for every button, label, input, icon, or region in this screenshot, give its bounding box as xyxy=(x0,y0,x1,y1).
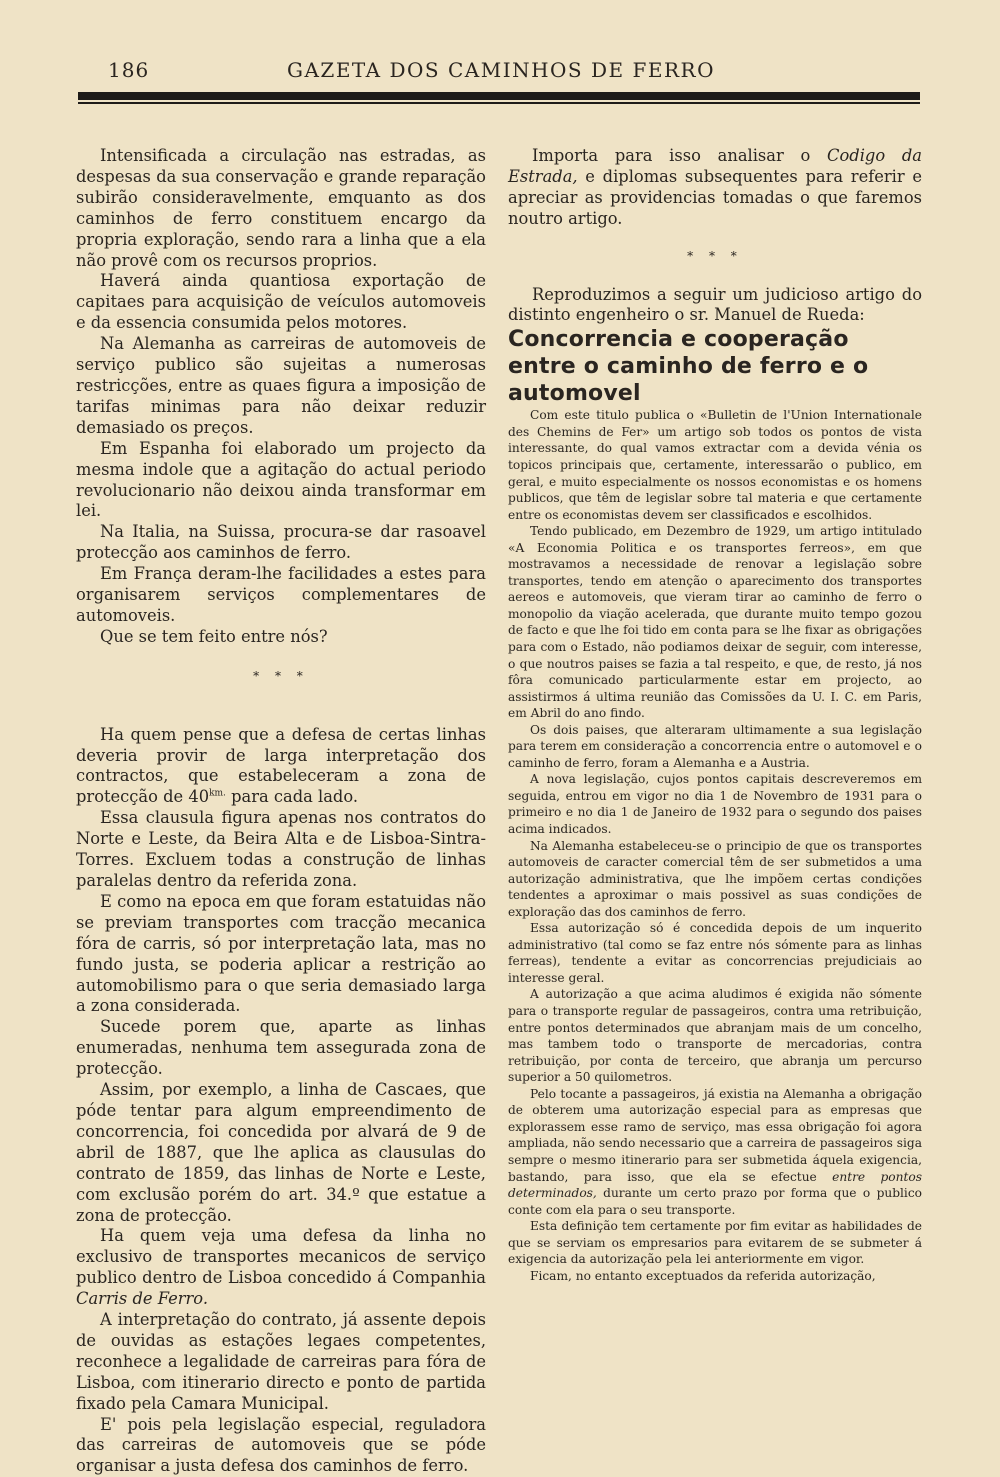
article-paragraph: Ficam, no entanto exceptuados da referida autorização, xyxy=(530,1268,876,1283)
paragraph: Assim, por exemplo, a linha de Cascaes, que póde tentar para algum empreendimento de concorrencia, foi concedida por alvará de 9 de abril de 1887, que lhe aplica as clausulas do contrato de 1859, das linhas de Norte e Leste, com exclusão porém do art. 34.º que estatue a zona de protecção. xyxy=(76,1080,486,1225)
superscript-unit: km. xyxy=(209,788,226,799)
article-paragraph: Tendo publicado, em Dezembro de 1929, um artigo intitulado «A Economia Politica e os transportes ferreos», em que mostravamos a necessidade de renovar a legislação sobre transportes, tendo em atenção o aparecimento dos transportes aereos e automoveis, que vieram tirar ao caminho de ferro o monopolio da viação acelerada, que durante muito tempo gozou de facto e que lhe foi tido em conta para se lhe fixar as obrigações para com o Estado, não podiamos deixar de seguir, com interesse, o que noutros paises se fazia a tal respeito, e que, de resto, já nos fôra comunicado particularmente estar em projecto, ao assistirmos á ultima reunião das Comissões da U. I. C. em Paris, em Abril do ano findo. xyxy=(508,524,922,721)
section-separator: * * * xyxy=(253,668,309,683)
article-body xyxy=(508,407,922,1284)
paragraph: E' pois pela legislação especial, reguladora das carreiras de automoveis que se póde organisar a justa defesa dos caminhos de ferro. xyxy=(76,1414,486,1476)
paragraph: Essa clausula figura apenas nos contratos do Norte e Leste, da Beira Alta e de Lisboa-Sintra-Torres. Excluem todas a construção de linhas paralelas dentro da referida zona. xyxy=(76,808,486,890)
italic-run: Carris de Ferro. xyxy=(76,1289,208,1309)
paragraph: Em Espanha foi elaborado um projecto da mesma indole que a agitação do actual periodo revolucionario não deixou ainda transformar em lei. xyxy=(76,438,486,521)
article-paragraph: Com este titulo publica o «Bulletin de l'Union Internationale des Chemins de Fer» um artigo sob todos os pontos de vista interessante, do qual vamos extractar com a devida vénia os topicos principais que, certamente, interessarão o publico, em geral, e muito especialmente os nossos economistas e os homens publicos, que têm de legislar sobre tal materia e que certamente entre os economistas devem ser classificados e escolhidos. xyxy=(508,408,922,522)
header-rule-thin xyxy=(78,102,920,104)
paragraph xyxy=(508,146,922,230)
italic-run: Codigo da Estrada, xyxy=(508,146,922,186)
paragraph: Reproduzimos a seguir um judicioso artigo do distinto engenheiro o sr. Manuel de Rueda: xyxy=(508,284,922,325)
left-column xyxy=(76,146,486,1477)
article-paragraph: A autorização a que acima aludimos é exigida não sómente para o transporte regular de passageiros, contra uma retribuição, entre pontos determinados que abranjam mais de um concelho, mas tambem todo o transporte de mercadorias, contra retribuição, por conta de terceiro, que abranja um percurso superior a 50 quilometros. xyxy=(508,987,922,1085)
text-run: Pelo tocante a passageiros, já existia na Alemanha a obrigação de obterem uma autorização especial para as empresas que explorassem esse ramo de serviço, mas essa obrigação foi agora ampliada, não sendo necessario que a carreira de passageiros siga sempre o mesmo itinerario para ser submetida áquela exigencia, bastando, para isso, que ela se efectue xyxy=(508,1086,922,1184)
journal-title: GAZETA DOS CAMINHOS DE FERRO xyxy=(287,58,715,82)
right-column xyxy=(508,146,922,1284)
article-paragraph xyxy=(508,1086,922,1218)
paragraph: Na Alemanha as carreiras de automoveis de serviço publico são sujeitas a numerosas restricções, entre as quaes figura a imposição de tarifas minimas para não deixar reduzir demasiado os preços. xyxy=(76,334,486,437)
page-number: 186 xyxy=(108,58,150,82)
paragraph: A interpretação do contrato, já assente depois de ouvidas as estações legaes competentes, reconhece a legalidade de carreiras para fóra de Lisboa, com itinerario directo e ponto de partida fixado pela Camara Municipal. xyxy=(76,1310,486,1413)
article-paragraph: Na Alemanha estabeleceu-se o principio de que os transportes automoveis de caracter comercial têm de ser submetidos a uma autorização administrativa, que lhe impõem certas condições tendentes a aproximar o mais possivel as suas condições de exploração das dos caminhos de ferro. xyxy=(508,838,922,919)
article-title: Concorrencia e cooperação entre o caminho de ferro e o automovel xyxy=(508,327,869,407)
italic-run: entre pontos determinados, xyxy=(508,1169,922,1201)
paragraph: Em França deram-lhe facilidades a estes para organisarem serviços complementares de automoveis. xyxy=(76,564,486,625)
article-paragraph: Os dois paises, que alteraram ultimamente a sua legislação para terem em consideração a concorrencia entre o automovel e o caminho de ferro, foram a Alemanha e a Austria. xyxy=(508,722,922,770)
paragraph: Haverá ainda quantiosa exportação de capitaes para acquisição de veículos automoveis e da essencia consumida pelos motores. xyxy=(76,271,486,333)
text-run: e diplomas subsequentes para referir e apreciar as providencias tomadas o que faremos noutro artigo. xyxy=(508,166,922,228)
paragraph xyxy=(76,725,486,809)
section-separator: * * * xyxy=(687,248,743,263)
text-run: para cada lado. xyxy=(225,787,359,807)
article-paragraph: Esta definição tem certamente por fim evitar as habilidades de que se serviam os empresarios para evitarem de se submeter á exigencia da autorização pela lei anteriormente em vigor. xyxy=(508,1219,922,1267)
paragraph: Intensificada a circulação nas estradas, as despesas da sua conservação e grande reparação subirão consideravelmente, emquanto as dos caminhos de ferro constituem encargo da propria exploração, sendo rara a linha que a ela não provê com os recursos proprios. xyxy=(76,146,486,270)
paragraph: Sucede porem que, aparte as linhas enumeradas, nenhuma tem assegurada zona de protecção. xyxy=(76,1017,486,1079)
paragraph: E como na epoca em que foram estatuidas não se previam transportes com tracção mecanica fóra de carris, só por interpretação lata, mas no fundo justa, se poderia aplicar a restrição ao automobilismo para o que seria demasiado larga a zona considerada. xyxy=(76,891,486,1016)
article-paragraph: Essa autorização só é concedida depois de um inquerito administrativo (tal como se faz entre nós sómente para as linhas ferreas), tendente a evitar as concorrencias prejudiciais ao interesse geral. xyxy=(508,921,922,985)
paragraph: Que se tem feito entre nós? xyxy=(100,626,328,646)
text-run: durante um certo prazo por forma que o publico conte com ela para o seu transporte. xyxy=(508,1186,922,1217)
page-header xyxy=(80,58,922,88)
article-paragraph: A nova legislação, cujos pontos capitais descreveremos em seguida, entrou em vigor no dia 1 de Novembro de 1931 para o primeiro e no dia 1 de Janeiro de 1932 para o segundo dos paises acima indicados. xyxy=(508,772,922,837)
text-run: Importa para isso analisar o xyxy=(532,146,828,165)
text-run: Ha quem pense que a defesa de certas linhas deveria provir de larga interpretação dos contractos, que estabeleceram a zona de protecção de 40 xyxy=(76,724,486,807)
header-rule-thick xyxy=(78,92,920,100)
text-run: Ha quem veja uma defesa da linha no exclusivo de transportes mecanicos de serviço publico dentro de Lisboa concedido á Companhia xyxy=(76,1226,486,1288)
paragraph xyxy=(76,1226,486,1310)
paragraph: Na Italia, na Suissa, procura-se dar rasoavel protecção aos caminhos de ferro. xyxy=(76,522,486,563)
